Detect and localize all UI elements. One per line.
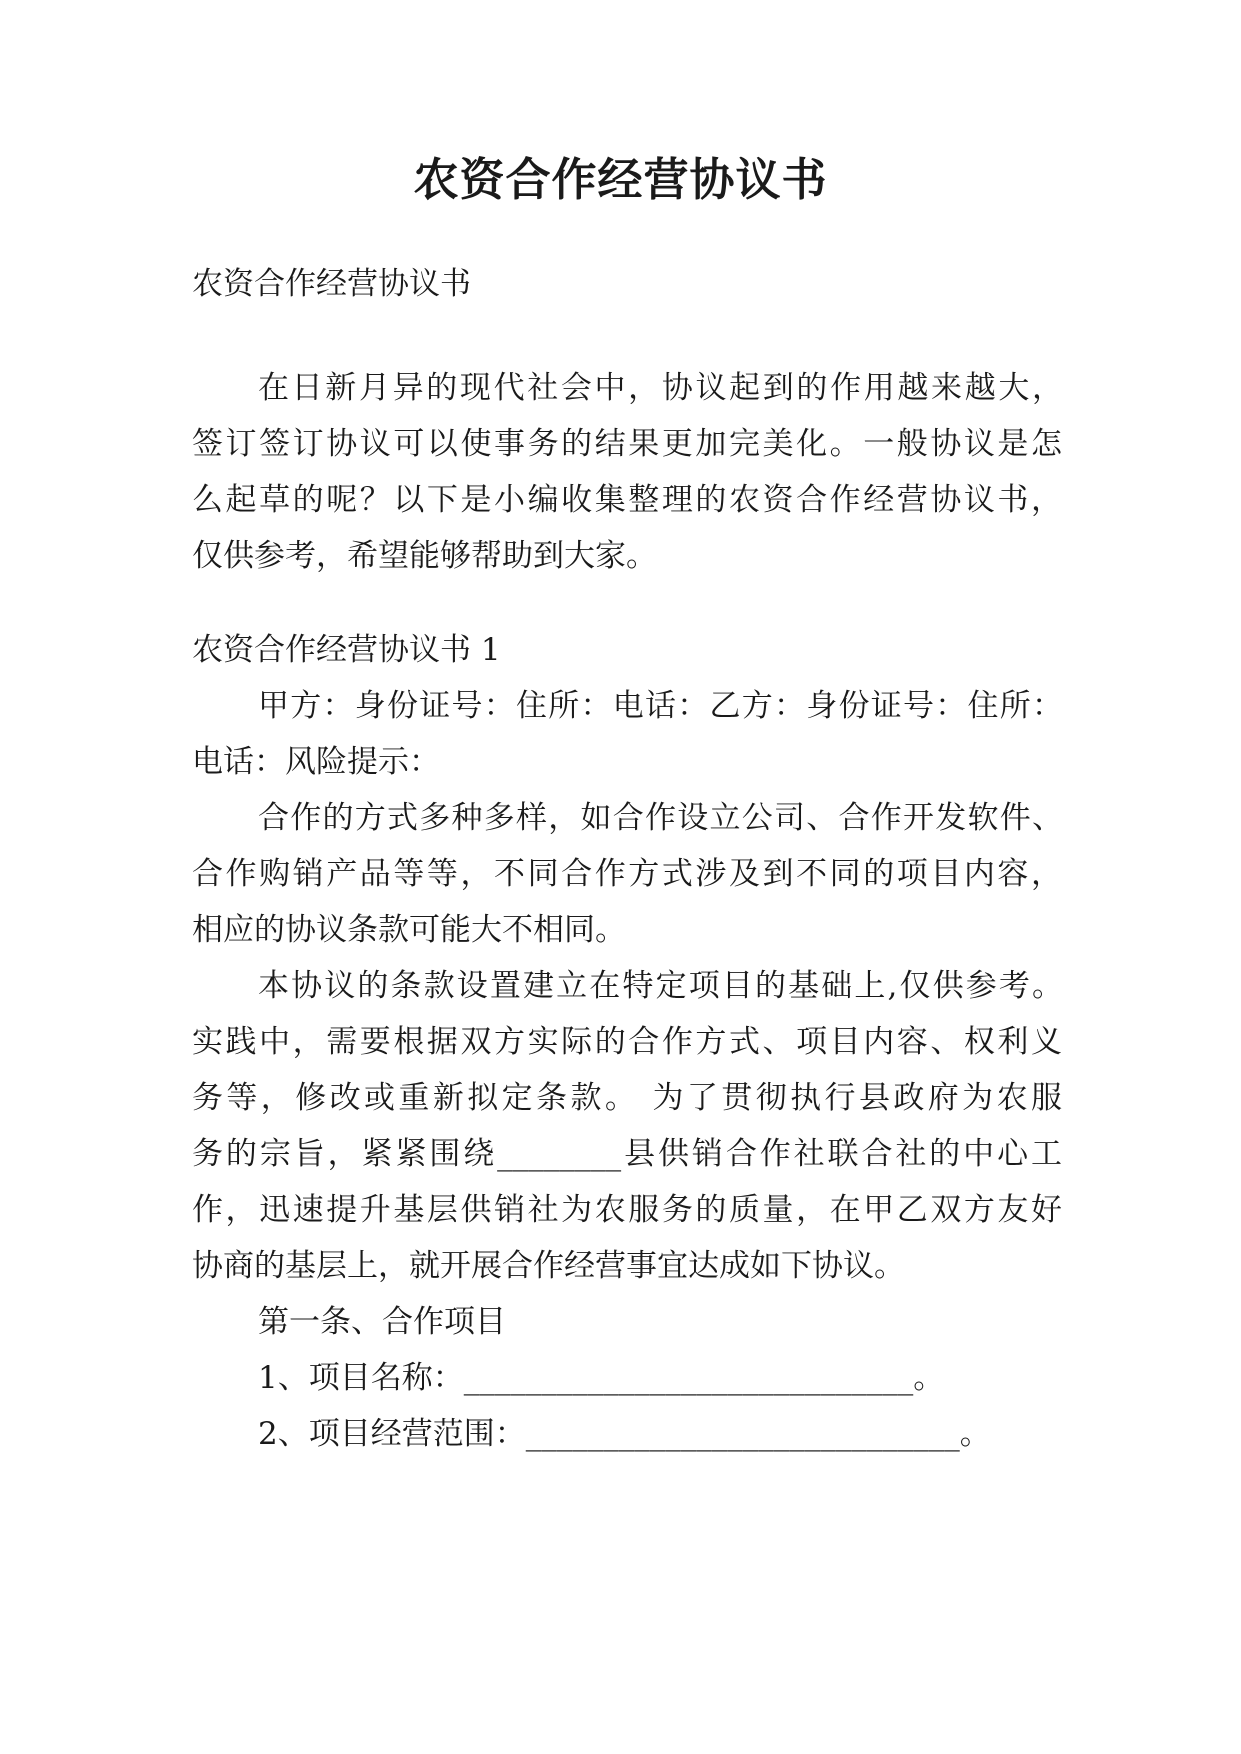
risk-line-1: 合作的方式多种多样，如合作设立公司、合作开发软件、 — [258, 800, 1063, 836]
clause-line-3: 务等，修改或重新拟定条款。 为了贯彻执行县政府为农服 — [192, 1080, 1062, 1116]
section-heading: 农资合作经营协议书 1 — [192, 632, 501, 668]
intro-line-1: 在日新月异的现代社会中，协议起到的作用越来越大， — [258, 370, 1063, 406]
clause-line-6: 协商的基层上，就开展合作经营事宜达成如下协议。 — [192, 1248, 905, 1284]
article-one-heading: 第一条、合作项目 — [258, 1304, 506, 1340]
clause-line-1: 本协议的条款设置建立在特定项目的基础上,仅供参考。 — [258, 968, 1063, 1004]
intro-line-2: 签订签订协议可以使事务的结果更加完美化。一般协议是怎 — [192, 426, 1062, 462]
intro-line-3: 么起草的呢？以下是小编收集整理的农资合作经营协议书， — [192, 482, 1062, 518]
parties-line-1: 甲方：身份证号：住所：电话：乙方：身份证号：住所： — [258, 688, 1063, 724]
document-subtitle: 农资合作经营协议书 — [192, 266, 471, 302]
risk-line-2: 合作购销产品等等，不同合作方式涉及到不同的项目内容， — [192, 856, 1062, 892]
parties-line-2: 电话：风险提示： — [192, 744, 440, 780]
document-title: 农资合作经营协议书 — [413, 153, 828, 206]
risk-line-3: 相应的协议条款可能大不相同。 — [192, 912, 626, 948]
item-project-scope: 2、项目经营范围：____________________________。 — [258, 1416, 991, 1452]
clause-line-4: 务的宗旨，紧紧围绕________县供销合作社联合社的中心工 — [192, 1136, 1062, 1172]
clause-line-5: 作，迅速提升基层供销社为农服务的质量，在甲乙双方友好 — [192, 1192, 1062, 1228]
intro-line-4: 仅供参考，希望能够帮助到大家。 — [192, 538, 657, 574]
clause-line-2: 实践中，需要根据双方实际的合作方式、项目内容、权利义 — [192, 1024, 1062, 1060]
item-project-name: 1、项目名称：_____________________________。 — [258, 1360, 945, 1396]
